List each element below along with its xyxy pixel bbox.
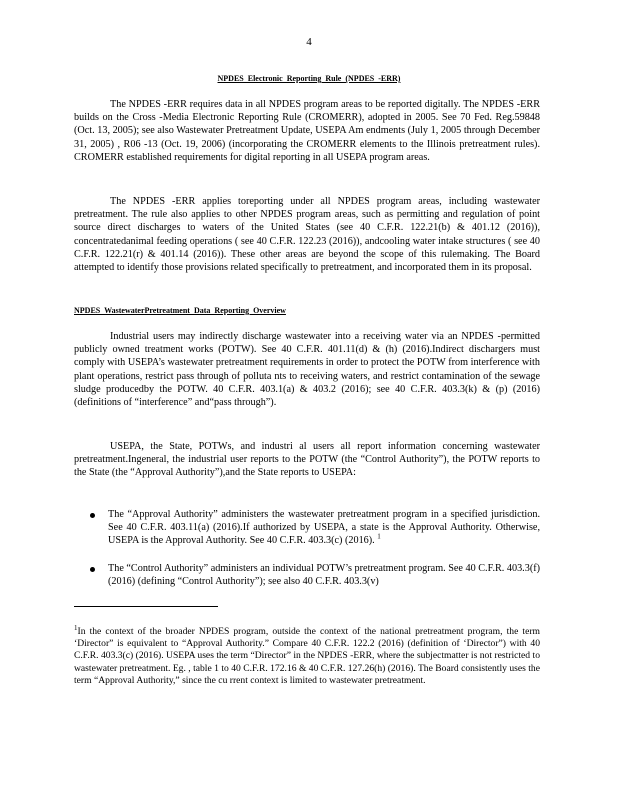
page-number: 4: [306, 36, 312, 48]
section-heading-npdes-err: NPDES Electronic Reporting Rule (NPDES -ERR): [217, 74, 401, 83]
paragraph-text: The NPDES -ERR requires data in all NPDES program areas to be reported digitally. The NPDES -ERR builds on the Cross -Media Electronic Reporting Rule (CROMERR), adopted in 2005. See 70 Fed. Reg.59848 (Oct. 13, 2005); see also Wastewater Pretreatment Update, USEPA Am endments (July 1, 2005 through December 31, 2005) , R06 -13 (Oct. 19, 2006) (incorporating the CROMERR elements to the Illinois pretreatment rules). CROMERR established requirements for digital reporting in all USEPA program areas.: [74, 99, 540, 163]
authority-bullet-list: [74, 508, 540, 588]
paragraph-industrial-users: [74, 330, 540, 409]
bullet-approval-authority: [74, 508, 540, 548]
paragraph-text: The NPDES -ERR applies toreporting under all NPDES program areas, including wastewater pretreatment. The rule also applies to other NPDES program areas, such as permitting and regulation of point source direct discharges to waters of the United States (see 40 C.F.R. 122.21(b) & 401.12 (2016)), concentratedanimal feeding operations ( see 40 C.F.R. 122.23 (2016)), andcooling water intake structures ( see 40 C.F.R. 122.21(r) & 401.14 (2016)). These other areas are beyond the scope of this rulemaking. The Board attempted to identify those provisions related specifically to pretreatment, and incorporated them in its proposal.: [74, 196, 540, 274]
bullet-icon: [90, 513, 95, 518]
footnote-divider: [74, 606, 218, 607]
footnote-text: In the context of the broader NPDES program, outside the context of the national pretreatment program, the term ‘Director” is equivalent to “Approval Authority.” Compare 40 C.F.R. 122.2 (2016) (definition of ‘Director”) with 40 C.F.R. 403.3(c) (2016). USEPA uses the term “Director” in the NPDES -ERR, where the subjectmatter is not restricted to wastewater pretreatment. Eg. , table 1 to 40 C.F.R. 172.16 & 40 C.F.R. 127.26(h) (2016). The Board consistently uses the term “Approval Authority,” since the cu rrent context is limited to wastewater pretreatment.: [74, 626, 540, 686]
footnote: [74, 623, 540, 687]
bullet-text: The “Control Authority” administers an individual POTW’s pretreatment program. See 40 C.F.R. 403.3(f) (2016) (defining “Control Authority”); see also 40 C.F.R. 403.3(v): [108, 562, 540, 587]
footnote-marker: 1: [74, 623, 78, 632]
paragraph-text: USEPA, the State, POTWs, and industri al users all report information concerning wastewater pretreatment.Ingeneral, the industrial user reports to the POTW (the “Control Authority”), the POTW reports to the State (the “Approval Authority”),and the State reports to USEPA:: [74, 441, 540, 479]
paragraph-text: Industrial users may indirectly discharge wastewater into a receiving water via an NPDES -permitted publicly owned treatment works (POTW). See 40 C.F.R. 401.11(d) & (h) (2016).Indirect dischargers must comply with USEPA’s wastewater pretreatment requirements in order to protect the POTW from interference with plant operations, restrict pass through of polluta nts to receiving waters, and restrict contamination of the sewage sludge producedby the POTW. 40 C.F.R. 403.1(a) & 403.2 (2016); see 40 C.F.R. 403.3(k) & (p) (2016) (definitions of “interference” and“pass through”).: [74, 331, 540, 409]
paragraph-reporting-chain: [74, 440, 540, 480]
footnote-reference[interactable]: 1: [377, 533, 381, 542]
paragraph-npdes-err-intro: [74, 98, 540, 164]
bullet-icon: [90, 567, 95, 572]
bullet-text: The “Approval Authority” administers the wastewater pretreatment program in a specified jurisdiction. See 40 C.F.R. 403.11(a) (2016).If authorized by USEPA, a state is the Approval Authority. Otherwise, USEPA is the Approval Authority. See 40 C.F.R. 403.3(c) (2016).: [108, 509, 540, 547]
bullet-control-authority: [74, 562, 540, 588]
section-heading-overview: NPDES WastewaterPretreatment Data Reporting Overview: [74, 306, 286, 315]
paragraph-npdes-err-scope: [74, 195, 540, 274]
